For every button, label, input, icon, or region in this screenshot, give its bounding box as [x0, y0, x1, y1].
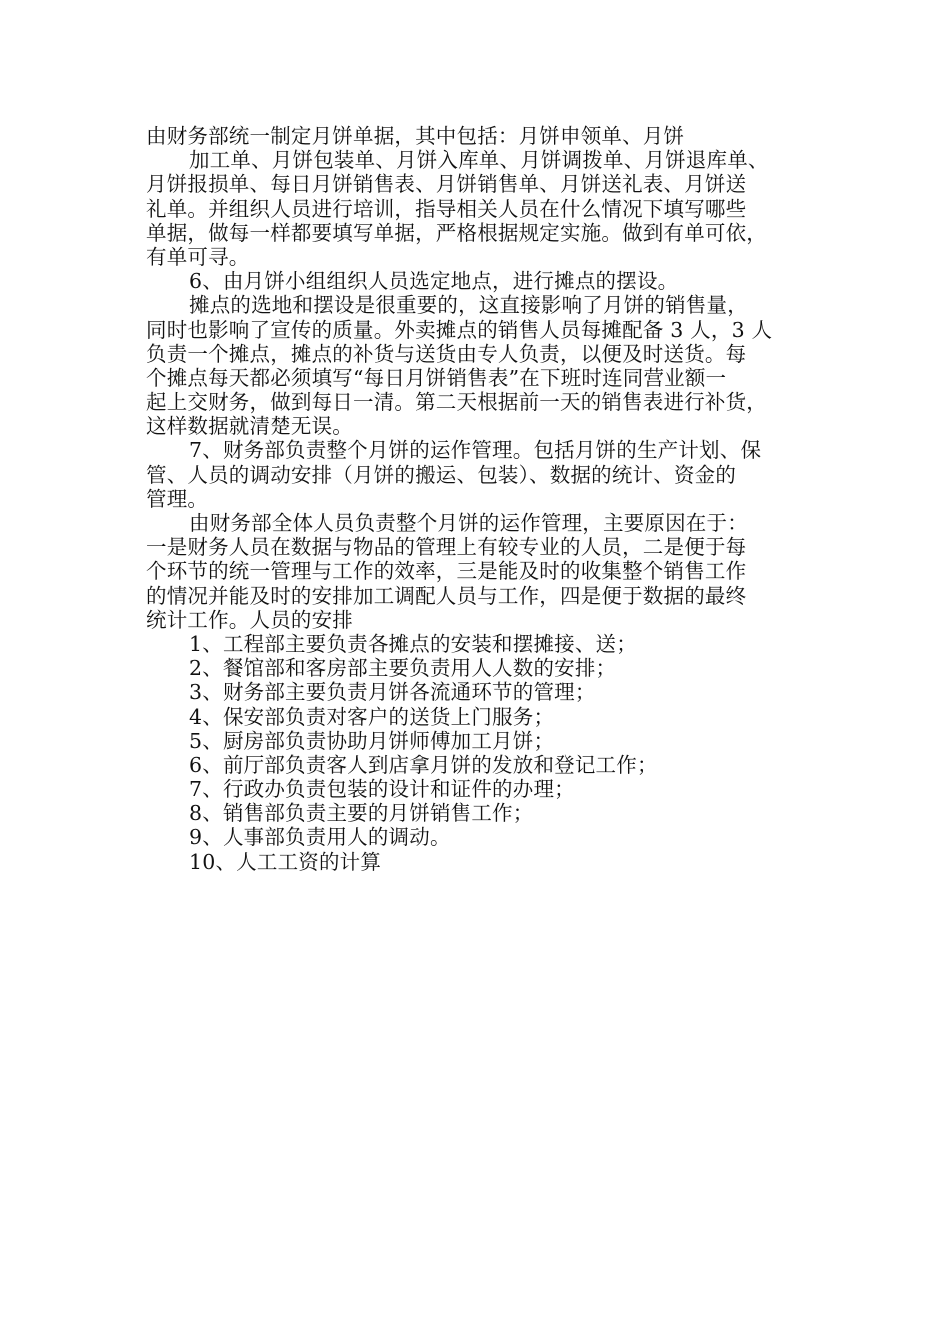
text-line: 礼单。并组织人员进行培训，指导相关人员在什么情况下填写哪些: [146, 196, 747, 221]
text-line: 6、由月饼小组组织人员选定地点，进行摊点的摆设。: [189, 269, 679, 294]
text-line: 这样数据就清楚无误。: [146, 414, 353, 439]
text-line: 起上交财务，做到每日一清。第二天根据前一天的销售表进行补货，: [146, 390, 767, 415]
text-line: 1、工程部主要负责各摊点的安装和摆摊接、送；: [189, 631, 637, 656]
text-line: 8、销售部负责主要的月饼销售工作；: [189, 801, 534, 826]
document-page: [146, 124, 814, 874]
text-line: 由财务部全体人员负责整个月饼的运作管理，主要原因在于：: [189, 511, 748, 535]
text-line: 5、厨房部负责协助月饼师傅加工月饼；: [189, 728, 555, 753]
text-line: 单据，做每一样都要填写单据，严格根据规定实施。做到有单可依，: [146, 220, 767, 245]
text-line: 9、人事部负责用人的调动。: [189, 825, 451, 850]
text-line: 10、人工工资的计算: [189, 849, 382, 874]
text-line: 加工单、月饼包装单、月饼入库单、月饼调拨单、月饼退库单、: [189, 148, 769, 173]
text-line: 管、人员的调动安排（月饼的搬运、包装）、数据的统计、资金的: [146, 462, 737, 487]
text-line: 7、财务部负责整个月饼的运作管理。包括月饼的生产计划、保: [189, 438, 762, 463]
text-line: 3、财务部主要负责月饼各流通环节的管理；: [189, 680, 596, 705]
document-body: [146, 124, 814, 874]
text-line: 6、前厅部负责客人到店拿月饼的发放和登记工作；: [189, 752, 658, 777]
text-line: 个摊点每天都必须填写“每日月饼销售表”在下班时连同营业额一: [146, 365, 727, 390]
text-line: 管理。: [146, 486, 209, 511]
text-line: 的情况并能及时的安排加工调配人员与工作，四是便于数据的最终: [146, 583, 747, 608]
text-line: 负责一个摊点，摊点的补货与送货由专人负责，以便及时送货。每: [146, 341, 747, 366]
text-line: 统计工作。人员的安排: [146, 607, 353, 632]
text-line: 摊点的选地和摆设是很重要的，这直接影响了月饼的销售量，: [189, 293, 748, 318]
text-line: 一是财务人员在数据与物品的管理上有较专业的人员，二是便于每: [146, 535, 747, 560]
text-line: 有单可寻。: [146, 244, 250, 269]
text-line: 同时也影响了宣传的质量。外卖摊点的销售人员每摊配备 3 人，3 人: [146, 317, 773, 342]
text-line: 7、行政办负责包装的设计和证件的办理；: [189, 777, 575, 802]
text-line: 个环节的统一管理与工作的效率，三是能及时的收集整个销售工作: [146, 559, 747, 584]
text-line: 月饼报损单、每日月饼销售表、月饼销售单、月饼送礼表、月饼送: [146, 172, 747, 197]
text-line: 2、餐馆部和客房部主要负责用人人数的安排；: [189, 656, 617, 681]
text-line: 由财务部统一制定月饼单据，其中包括：月饼申领单、月饼: [146, 124, 685, 148]
text-line: 4、保安部负责对客户的送货上门服务；: [189, 704, 555, 729]
